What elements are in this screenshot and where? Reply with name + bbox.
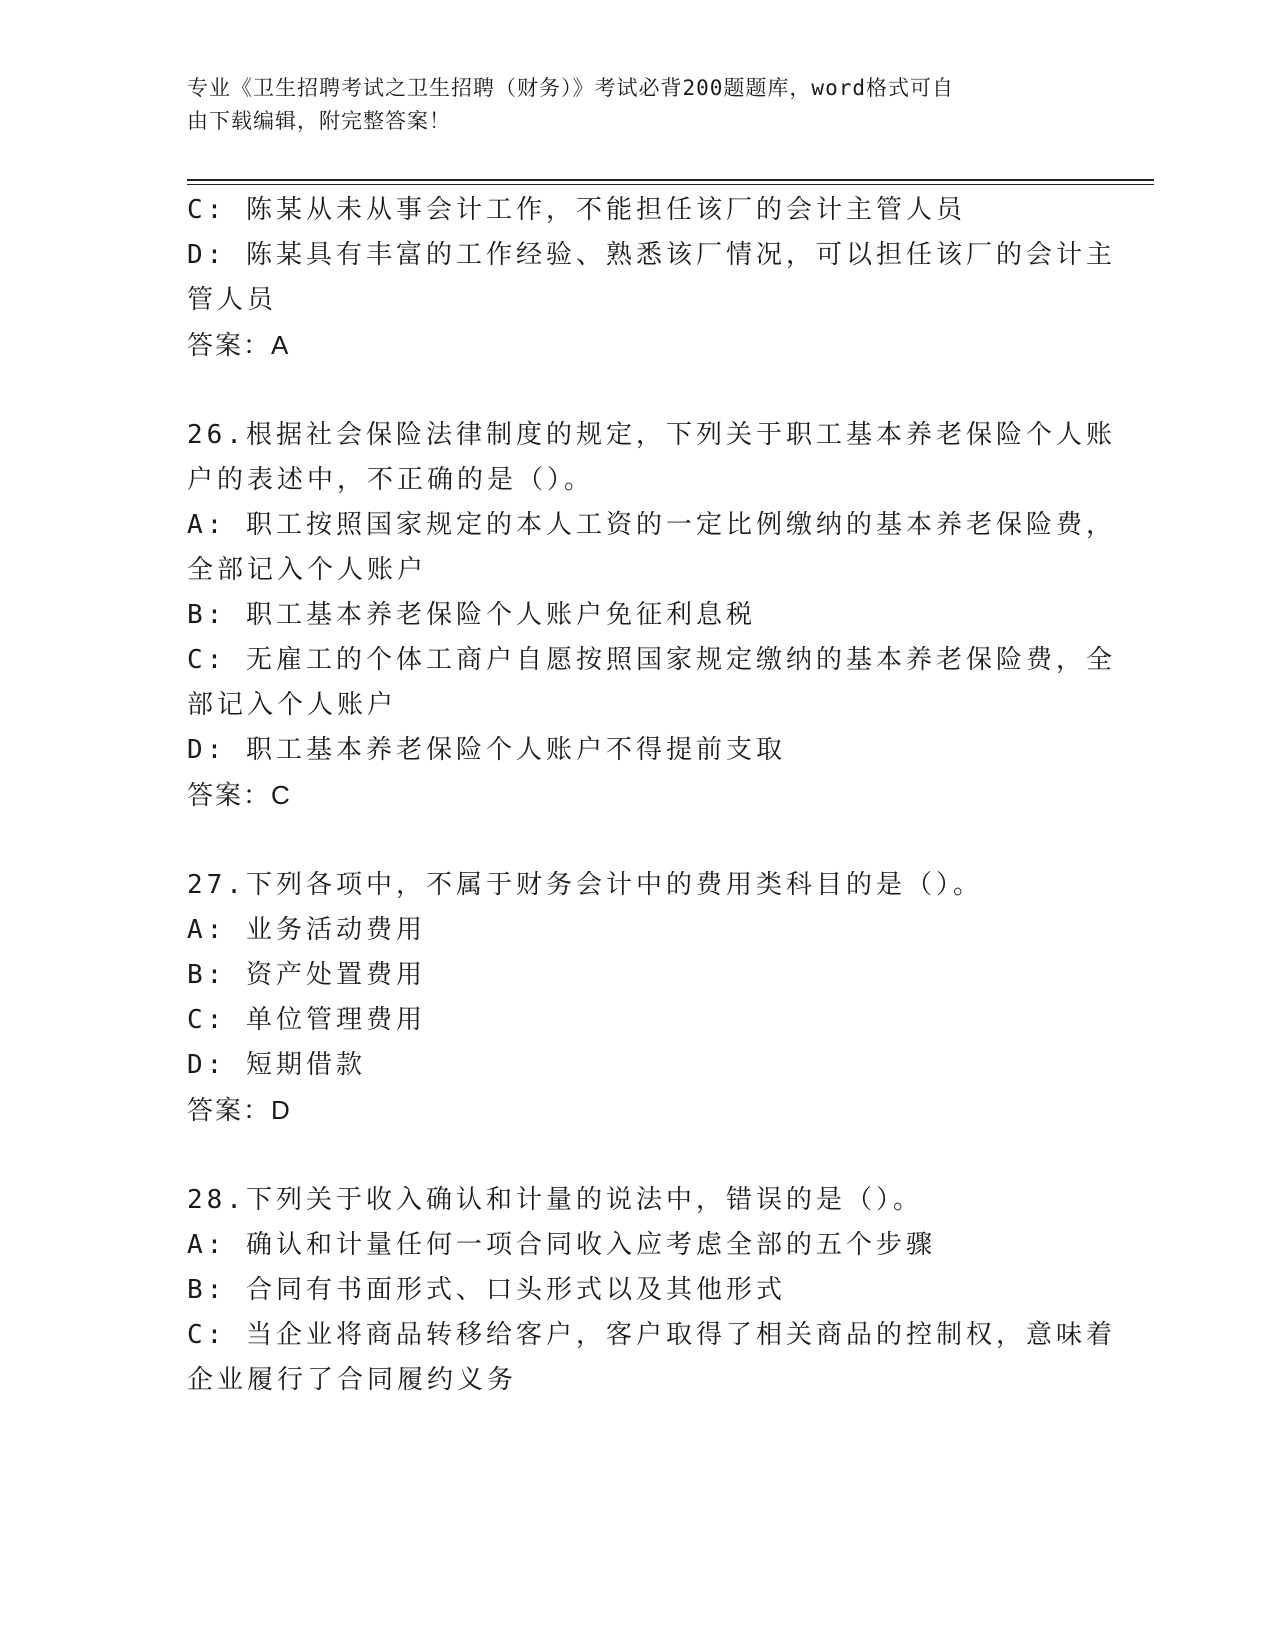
spacer xyxy=(187,1133,1077,1178)
option-b: B: 职工基本养老保险个人账户免征利息税 xyxy=(187,600,756,630)
answer-label: 答案：A xyxy=(187,330,291,360)
option-d: D: 职工基本养老保险个人账户不得提前支取 xyxy=(187,735,786,765)
option-c: C: 当企业将商品转移给客户，客户取得了相关商品的控制权，意味着 xyxy=(187,1320,1116,1350)
header-line: 专业《卫生招聘考试之卫生招聘（财务）》考试必背200题题库，word格式可自 xyxy=(187,76,954,100)
header-line: 由下载编辑，附完整答案！ xyxy=(187,109,451,133)
option-d: D: 陈某具有丰富的工作经验、熟悉该厂情况，可以担任该厂的会计主 xyxy=(187,240,1116,270)
header-divider xyxy=(187,179,1154,181)
option-d: D: 短期借款 xyxy=(187,1050,366,1080)
question-stem: 26.根据社会保险法律制度的规定，下列关于职工基本养老保险个人账 xyxy=(187,420,1116,450)
option-a: A: 职工按照国家规定的本人工资的一定比例缴纳的基本养老保险费， xyxy=(187,510,1116,540)
question-27 xyxy=(187,863,1077,1133)
option-c-continued: 企业履行了合同履约义务 xyxy=(187,1365,518,1395)
option-d-continued: 管人员 xyxy=(187,285,278,315)
option-a: A: 确认和计量任何一项合同收入应考虑全部的五个步骤 xyxy=(187,1230,936,1260)
question-stem-continued: 户的表述中，不正确的是（）。 xyxy=(187,465,595,495)
question-list xyxy=(187,188,1116,1403)
option-c-continued: 部记入个人账户 xyxy=(187,690,398,720)
option-a-continued: 全部记入个人账户 xyxy=(187,555,428,585)
option-b: B: 资产处置费用 xyxy=(187,960,426,990)
spacer xyxy=(187,818,1077,863)
header-divider-secondary xyxy=(187,184,1154,185)
document-header xyxy=(187,72,1077,138)
answer-label: 答案：C xyxy=(187,780,292,810)
option-c: C: 陈某从未从事会计工作，不能担任该厂的会计主管人员 xyxy=(187,195,966,225)
question-28 xyxy=(187,1178,1116,1403)
spacer xyxy=(187,368,1077,413)
question-stem: 27.下列各项中，不属于财务会计中的费用类科目的是（）。 xyxy=(187,870,983,900)
option-b: B: 合同有书面形式、口头形式以及其他形式 xyxy=(187,1275,786,1305)
question-25-tail xyxy=(187,188,1116,368)
option-c: C: 单位管理费用 xyxy=(187,1005,426,1035)
question-26 xyxy=(187,413,1116,818)
answer-label: 答案：D xyxy=(187,1095,292,1125)
question-stem: 28.下列关于收入确认和计量的说法中，错误的是（）。 xyxy=(187,1185,923,1215)
option-a: A: 业务活动费用 xyxy=(187,915,426,945)
option-c: C: 无雇工的个体工商户自愿按照国家规定缴纳的基本养老保险费，全 xyxy=(187,645,1116,675)
